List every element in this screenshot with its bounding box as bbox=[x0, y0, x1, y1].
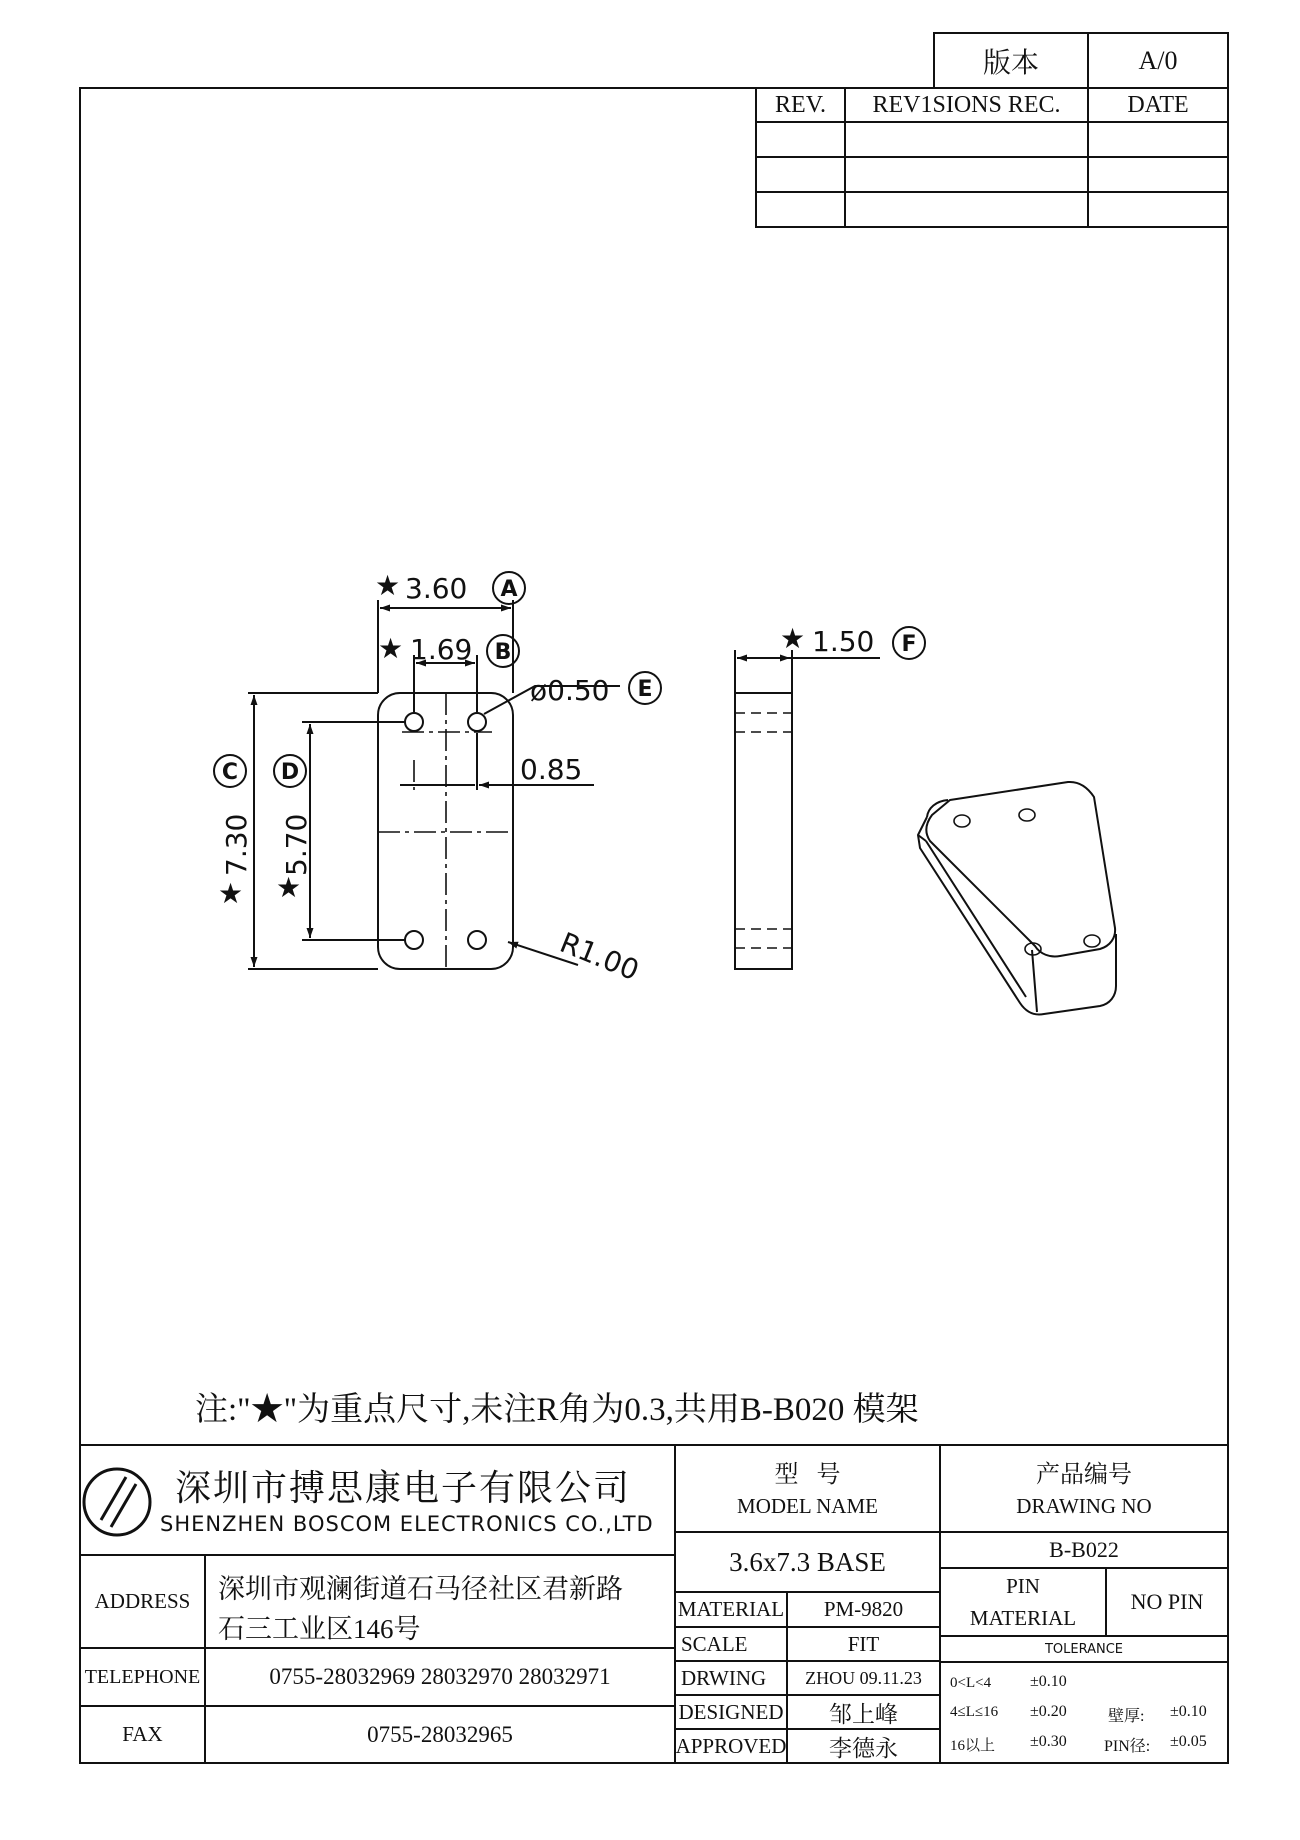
model-label-cn: 型 号 bbox=[774, 1461, 841, 1488]
fax-label: FAX bbox=[122, 1722, 163, 1746]
address-line-1: 深圳市观澜街道石马径社区君新路 bbox=[218, 1574, 623, 1604]
scale-label: SCALE bbox=[681, 1631, 748, 1656]
side-outline bbox=[735, 693, 792, 969]
callout-c: C bbox=[221, 760, 239, 785]
iso-pin-hole bbox=[1019, 809, 1035, 821]
company-name-cn: 深圳市搏思康电子有限公司 bbox=[175, 1468, 632, 1508]
model-name-value: 3.6x7.3 BASE bbox=[729, 1546, 886, 1577]
dimension-b: 1.69 bbox=[410, 633, 473, 666]
address-label: ADDRESS bbox=[94, 1589, 191, 1613]
dimension-c: 7.30 bbox=[220, 813, 253, 876]
callout-d: D bbox=[280, 760, 300, 785]
side-view bbox=[735, 650, 880, 969]
dimension-e: ø0.50 bbox=[530, 674, 610, 707]
company-logo bbox=[84, 1469, 150, 1535]
pin-hole bbox=[405, 931, 423, 949]
tolerance-value-3: ±0.30 bbox=[1030, 1733, 1067, 1750]
dimension-d: 5.70 bbox=[280, 813, 313, 876]
scale-value: FIT bbox=[847, 1631, 880, 1656]
tolerance-value-1: ±0.10 bbox=[1030, 1673, 1067, 1690]
version-value: A/0 bbox=[1138, 45, 1178, 75]
tolerance-value-2: ±0.20 bbox=[1030, 1703, 1067, 1720]
iso-top-face bbox=[926, 782, 1115, 957]
drawing-by-value: ZHOU 09.11.23 bbox=[805, 1667, 922, 1688]
iso-side-face bbox=[918, 817, 1116, 1015]
isometric-view bbox=[918, 782, 1116, 1015]
pin-hole bbox=[405, 713, 423, 731]
tolerance-range-3: 16以上 bbox=[950, 1738, 996, 1754]
fax-value: 0755-28032965 bbox=[367, 1721, 513, 1747]
star-mark: ★ bbox=[780, 622, 806, 655]
designed-value: 邹上峰 bbox=[829, 1701, 898, 1727]
drawing-no-label-en: DRAWING NO bbox=[1016, 1493, 1152, 1518]
callout-b: B bbox=[494, 640, 512, 665]
material-label: MATERIAL bbox=[677, 1597, 785, 1621]
date-column-header: DATE bbox=[1127, 91, 1189, 118]
rev-column-header: REV. bbox=[775, 91, 826, 118]
address-line-2: 石三工业区146号 bbox=[218, 1614, 421, 1644]
wall-thickness-value: ±0.10 bbox=[1170, 1703, 1207, 1720]
star-mark: ★ bbox=[375, 569, 401, 602]
callout-e: E bbox=[637, 677, 653, 702]
pin-material-label-1: PIN bbox=[1006, 1573, 1040, 1598]
approved-label: APPROVED bbox=[675, 1733, 787, 1758]
star-mark: ★ bbox=[218, 877, 244, 910]
drawing-no-value: B-B022 bbox=[1049, 1537, 1119, 1562]
callout-f: F bbox=[901, 632, 917, 657]
iso-pin-hole bbox=[1084, 935, 1100, 947]
wall-thickness-label: 壁厚: bbox=[1108, 1708, 1145, 1725]
pin-diameter-label: PIN径: bbox=[1104, 1738, 1151, 1755]
designed-label: DESIGNED bbox=[678, 1699, 784, 1724]
company-name-en: SHENZHEN BOSCOM ELECTRONICS CO.,LTD bbox=[160, 1512, 654, 1536]
callout-a: A bbox=[500, 577, 518, 602]
pin-material-value: NO PIN bbox=[1130, 1589, 1204, 1614]
telephone-label: TELEPHONE bbox=[84, 1665, 201, 1688]
star-mark: ★ bbox=[378, 632, 404, 665]
pin-diameter-value: ±0.05 bbox=[1170, 1733, 1207, 1750]
pin-hole bbox=[468, 713, 486, 731]
dimension-r: R1.00 bbox=[555, 925, 644, 988]
iso-pin-hole bbox=[954, 815, 970, 827]
drawing-note: 注:"★"为重点尺寸,未注R角为0.3,共用B-B020 模架 bbox=[195, 1392, 919, 1428]
revisions-record-column-header: REV1SIONS REC. bbox=[872, 91, 1061, 118]
drawing-no-label-cn: 产品编号 bbox=[1036, 1461, 1132, 1488]
dimension-085: 0.85 bbox=[520, 753, 583, 786]
tolerance-range-2: 4≤L≤16 bbox=[950, 1704, 999, 1720]
dimension-a: 3.60 bbox=[405, 572, 468, 605]
tolerance-title: TOLERANCE bbox=[1044, 1641, 1124, 1657]
star-mark: ★ bbox=[276, 871, 302, 904]
iso-top-face bbox=[927, 800, 948, 817]
telephone-value: 0755-28032969 28032970 28032971 bbox=[269, 1664, 611, 1689]
tolerance-range-1: 0<L<4 bbox=[950, 1675, 992, 1691]
version-label: 版本 bbox=[982, 47, 1039, 79]
approved-value: 李德永 bbox=[829, 1735, 898, 1761]
drawing-by-label: DRWING bbox=[681, 1665, 767, 1690]
dimension-f: 1.50 bbox=[812, 625, 875, 658]
material-value: PM-9820 bbox=[823, 1597, 904, 1621]
model-label-en: MODEL NAME bbox=[737, 1493, 878, 1518]
pin-material-label-2: MATERIAL bbox=[969, 1605, 1077, 1630]
pin-hole bbox=[468, 931, 486, 949]
